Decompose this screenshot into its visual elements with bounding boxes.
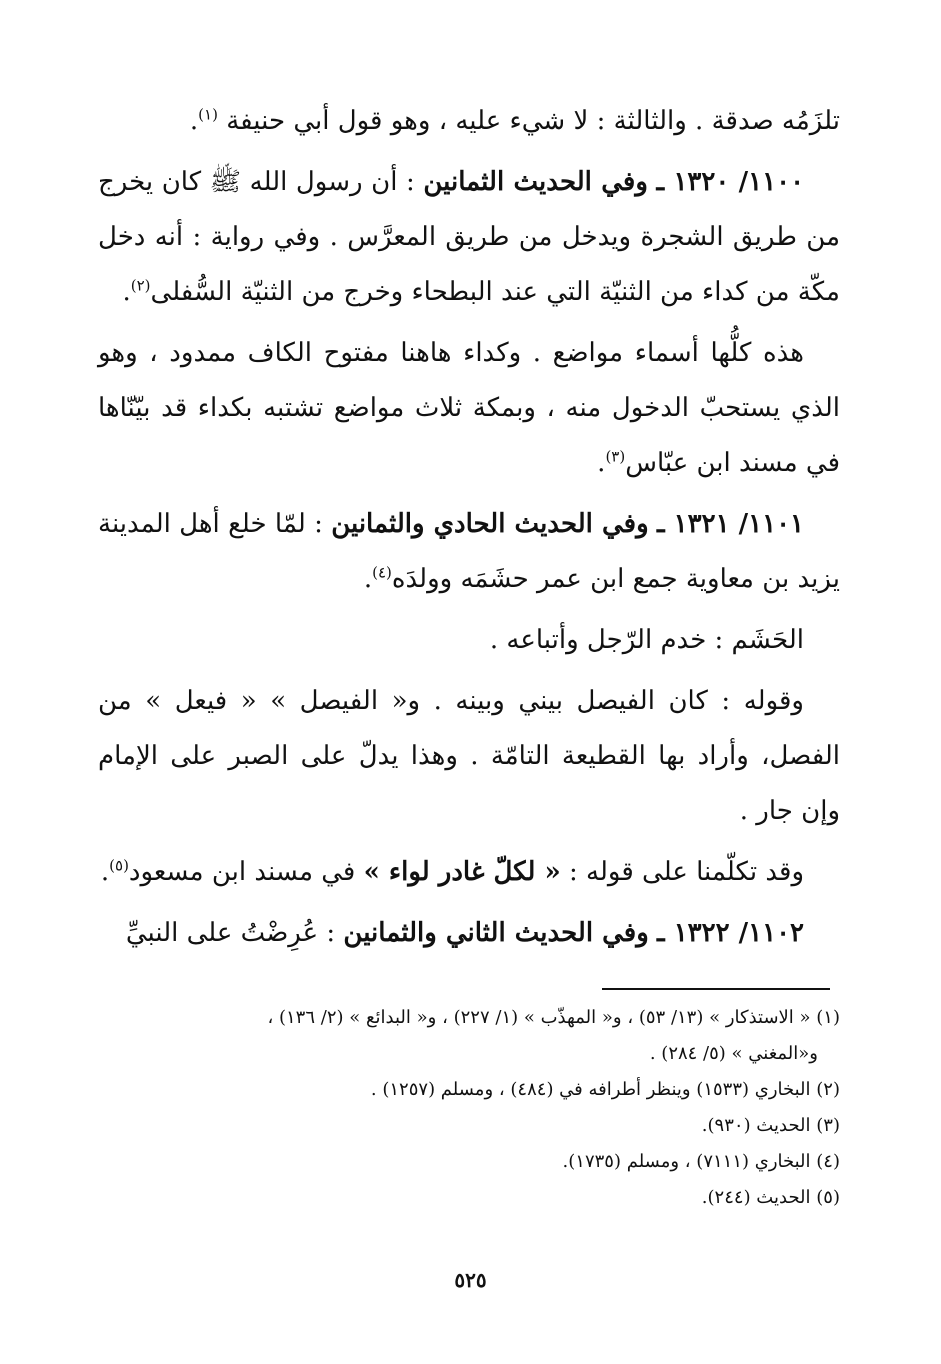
footnote-ref-2: (٢) (130, 276, 151, 295)
hadith-1320: ١١٠٠/ ١٣٢٠ ـ وفي الحديث الثمانين : أن رسول الله ﷺ كان يخرج من طريق الشجرة ويدخل من طريق المعرَّس . وفي رواية : أنه دخل مكّة من كداء من الثنيّة التي عند البطحاء وخرج من الثنيّة السُّفلى$^{(٢)}$. (98, 167, 840, 307)
footnote-1: (١) « الاستذكار » (١٣/ ٥٣) ، و« المهذّب » (١/ ٢٢٧) ، و« البدائع » (٢/ ١٣٦) ، (267, 1007, 840, 1028)
commentary-paragraph: الحَشَم : خدم الرّجل وأتباعه . (489, 625, 804, 655)
commentary-paragraph: وقوله : كان الفيصل بيني وبينه . و« الفيصل » « فيعل » من الفصل، وأراد بها القطيعة التامّة . وهذا يدلّ على الصبر على الإمام وإن جار . (98, 686, 840, 826)
hadith-1321: ١١٠١/ ١٣٢١ ـ وفي الحديث الحادي والثمانين : لمّا خلع أهل المدينة يزيد بن معاوية جمع ابن عمر حشَمَه وولدَه$^{(٤)}$. (98, 509, 840, 594)
footnote-5: (٥) الحديث (٢٤٤). (701, 1187, 840, 1208)
page-number: ٥٢٥ (454, 1268, 487, 1292)
paragraph-continuation: تلزَمُه صدقة . والثالثة : لا شيء عليه ، وهو قول أبي حنيفة $^{(١)}$. (189, 105, 840, 136)
footnote-ref-4: (٤) (372, 563, 392, 582)
footnote-ref-1: (١) (198, 105, 218, 124)
footnote-4: (٤) البخاري (٧١١١) ، ومسلم (١٧٣٥). (562, 1151, 840, 1172)
hadith-number: ١١٠٠/ ١٣٢٠ ـ (656, 167, 805, 197)
main-text (98, 94, 840, 967)
footnote-separator (602, 988, 830, 990)
footnotes (98, 1000, 840, 1216)
commentary-paragraph: وقد تكلّمنا على قوله : « لكلّ غادر لواء » في مسند ابن مسعود$^{(٥)}$. (100, 856, 804, 887)
hadith-number: ١١٠٢/ ١٣٢٢ ـ (657, 918, 804, 948)
footnote-ref-5: (٥) (109, 856, 129, 875)
footnote-2: (٢) البخاري (١٥٣٣) وينظر أطرافه في (٤٨٤) ، ومسلم (١٢٥٧) . (370, 1079, 840, 1100)
footnote-3: (٣) الحديث (٩٣٠). (701, 1115, 840, 1136)
hadith-heading: وفي الحديث الثاني والثمانين (343, 918, 649, 948)
hadith-heading: وفي الحديث الحادي والثمانين (331, 509, 649, 539)
hadith-1322: ١١٠٢/ ١٣٢٢ ـ وفي الحديث الثاني والثمانين : عُرِضْتُ على النبيِّ (125, 918, 804, 948)
hadith-heading: وفي الحديث الثمانين (423, 167, 648, 197)
footnote-1-continuation: و«المغني » (٥/ ٢٨٤) . (649, 1043, 818, 1064)
footnote-ref-3: (٣) (605, 447, 626, 466)
commentary-paragraph: هذه كلُّها أسماء مواضع . وكداء هاهنا مفتوح الكاف ممدود ، وهو الذي يستحبّ الدخول منه ، وبمكة ثلاث مواضع تشتبه بكداء قد بيّنّاها في مسند ابن عبّاس$^{(٣)}$. (98, 338, 840, 478)
hadith-number: ١١٠١/ ١٣٢١ ـ (656, 509, 804, 539)
quoted-phrase: « لكلّ غادر لواء » (363, 857, 561, 887)
